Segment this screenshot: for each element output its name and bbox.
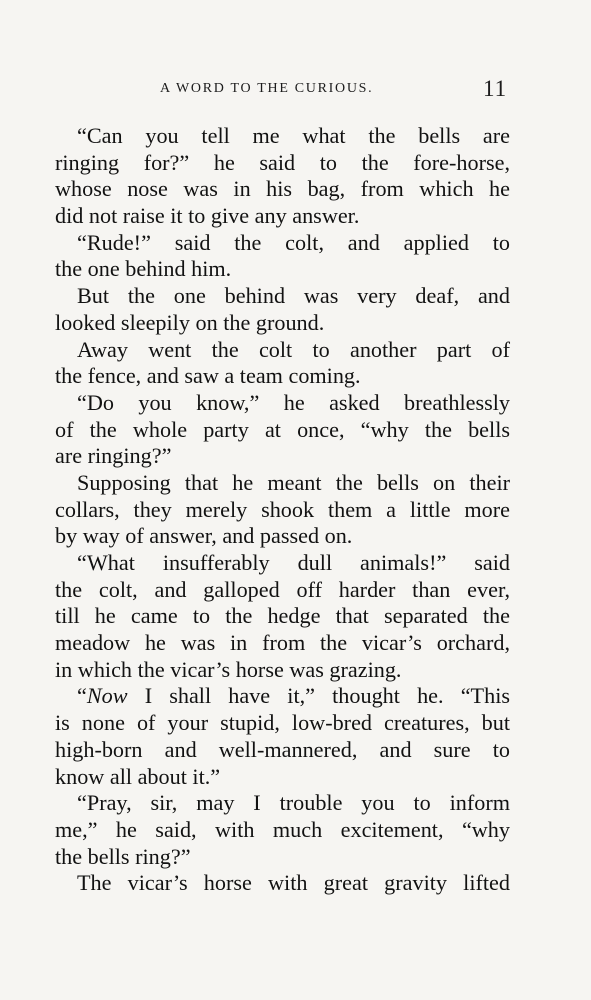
text-line: the fence, and saw a team coming.: [55, 363, 361, 389]
text-line: ringing for?” he said to the fore-horse,: [55, 149, 510, 175]
paragraph-4: [55, 337, 510, 390]
text-line: The vicar’s horse with great gravity lifted: [77, 870, 510, 896]
paragraph-3: [55, 283, 510, 336]
text-line: till he came to the hedge that separated the: [55, 603, 510, 629]
paragraph-5: [55, 390, 510, 470]
text-line: meadow he was in from the vicar’s orchard,: [55, 630, 510, 656]
running-head: [0, 77, 591, 101]
paragraph-9: [55, 790, 510, 870]
text-line: looked sleepily on the ground.: [55, 309, 325, 335]
text-line: of the whole party at once, “why the bells: [55, 416, 510, 442]
paragraph-7: [55, 550, 510, 683]
paragraph-2: [55, 230, 510, 283]
text-line: Supposing that he meant the bells on their: [77, 469, 510, 495]
text-line: the one behind him.: [55, 256, 232, 282]
open-quote: “: [77, 683, 87, 709]
paragraph-8: [55, 683, 510, 790]
text-line: collars, they merely shook them a little more: [55, 496, 510, 522]
text-line: “What insufferably dull animals!” said: [77, 550, 510, 575]
running-title: A WORD TO THE CURIOUS.: [160, 81, 374, 96]
body-text: [55, 123, 510, 897]
text-line: “Pray, sir, may I trouble you to inform: [77, 790, 510, 816]
first-line-rest: I shall have it,” thought he. “This: [127, 683, 510, 709]
text-line: But the one behind was very deaf, and: [77, 283, 510, 309]
text-line: “Do you know,” he asked breathlessly: [77, 389, 510, 415]
text-line: “Rude!” said the colt, and applied to: [77, 229, 510, 255]
text-line: high-born and well-mannered, and sure to: [55, 736, 510, 762]
text-line: Away went the colt to another part of: [77, 336, 510, 362]
italic-word: Now: [86, 683, 128, 709]
text-line: did not raise it to give any answer.: [55, 203, 360, 229]
paragraph-1: [55, 123, 510, 230]
text-line: by way of answer, and passed on.: [55, 523, 353, 549]
paragraph-6: [55, 470, 510, 550]
text-line: “Can you tell me what the bells are: [77, 123, 510, 148]
text-line: me,” he said, with much excitement, “why: [55, 816, 510, 842]
page-number: 11: [483, 76, 508, 101]
paragraph-10: [55, 870, 510, 897]
text-line: in which the vicar’s horse was grazing.: [55, 656, 402, 682]
text-line: know all about it.”: [55, 763, 221, 789]
text-line: [55, 683, 510, 710]
text-line: is none of your stupid, low-bred creatures, but: [55, 710, 510, 736]
text-line: the colt, and galloped off harder than ever,: [55, 576, 510, 602]
text-line: whose nose was in his bag, from which he: [55, 176, 510, 202]
text-line: are ringing?”: [55, 443, 172, 469]
text-line: the bells ring?”: [55, 843, 191, 869]
